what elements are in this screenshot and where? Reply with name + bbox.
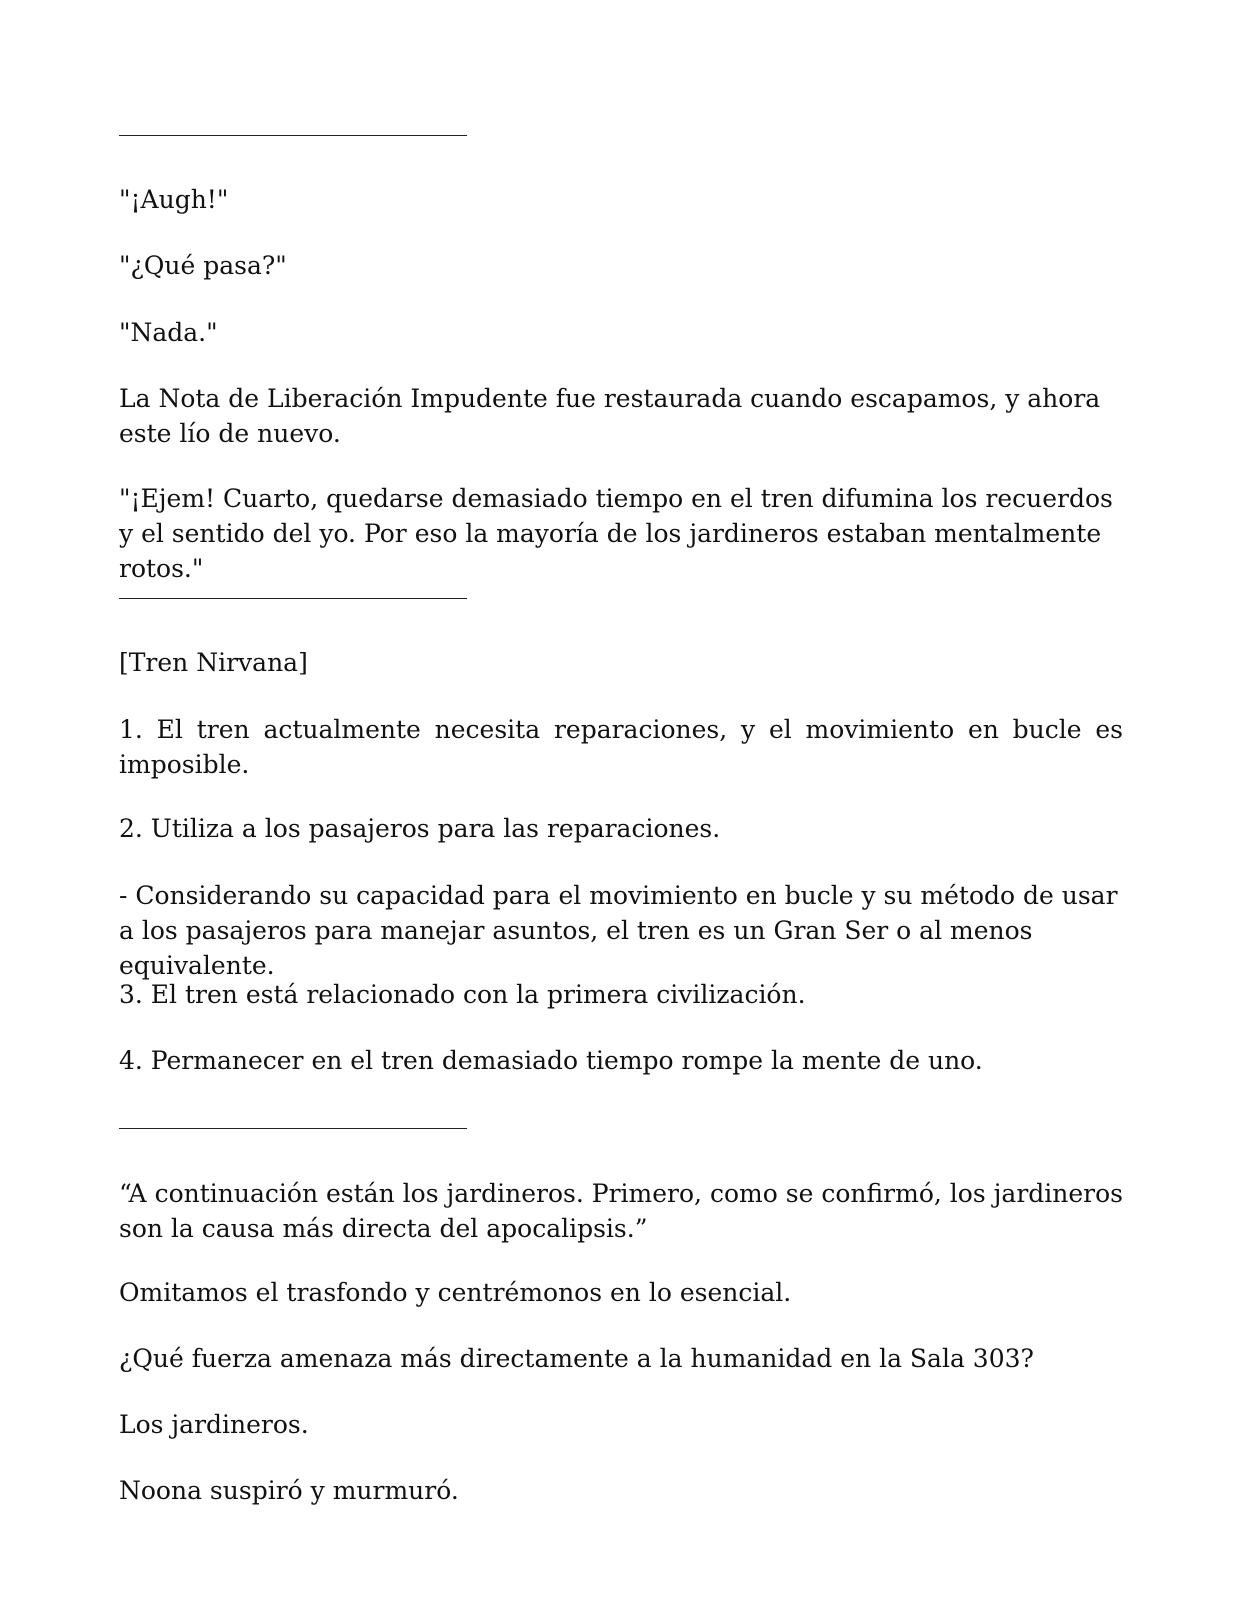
list-item-1: 1. El tren actualmente necesita reparaciones, y el movimiento en bucle es imposible. (119, 715, 1123, 779)
dialogue-augh: "¡Augh!" (119, 185, 229, 214)
list-item-3: 3. El tren está relacionado con la primera civilización. (119, 980, 806, 1009)
section-heading-tren-nirvana: [Tren Nirvana] (119, 648, 308, 677)
document-page (119, 0, 1123, 1617)
list-item-4: 4. Permanecer en el tren demasiado tiempo rompe la mente de uno. (119, 1046, 983, 1075)
section-divider-1 (119, 135, 467, 136)
list-item-2: 2. Utiliza a los pasajeros para las reparaciones. (119, 814, 721, 843)
paragraph-nota-liberacion: La Nota de Liberación Impudente fue restaurada cuando escapamos, y ahora este lío de nuevo. (119, 384, 1101, 448)
paragraph-ejem-cuarto: "¡Ejem! Cuarto, quedarse demasiado tiempo en el tren difumina los recuerdos y el sentido del yo. Por eso la mayoría de los jardineros estaban mentalmente rotos." (119, 484, 1113, 583)
paragraph-omitamos: Omitamos el trasfondo y centrémonos en lo esencial. (119, 1278, 792, 1307)
paragraph-los-jardineros: Los jardineros. (119, 1410, 309, 1439)
section-divider-3 (119, 1128, 467, 1129)
paragraph-noona-suspiro: Noona suspiró y murmuró. (119, 1476, 459, 1505)
paragraph-a-continuacion: “A continuación están los jardineros. Primero, como se confirmó, los jardineros son la causa más directa del apocalipsis.” (119, 1179, 1123, 1243)
dialogue-que-pasa: "¿Qué pasa?" (119, 251, 287, 280)
section-divider-2 (119, 598, 467, 599)
dialogue-nada: "Nada." (119, 318, 218, 347)
list-item-note: - Considerando su capacidad para el movimiento en bucle y su método de usar a los pasajeros para manejar asuntos, el tren es un Gran Ser o al menos equivalente. (119, 881, 1118, 980)
paragraph-que-fuerza: ¿Qué fuerza amenaza más directamente a la humanidad en la Sala 303? (119, 1344, 1034, 1373)
